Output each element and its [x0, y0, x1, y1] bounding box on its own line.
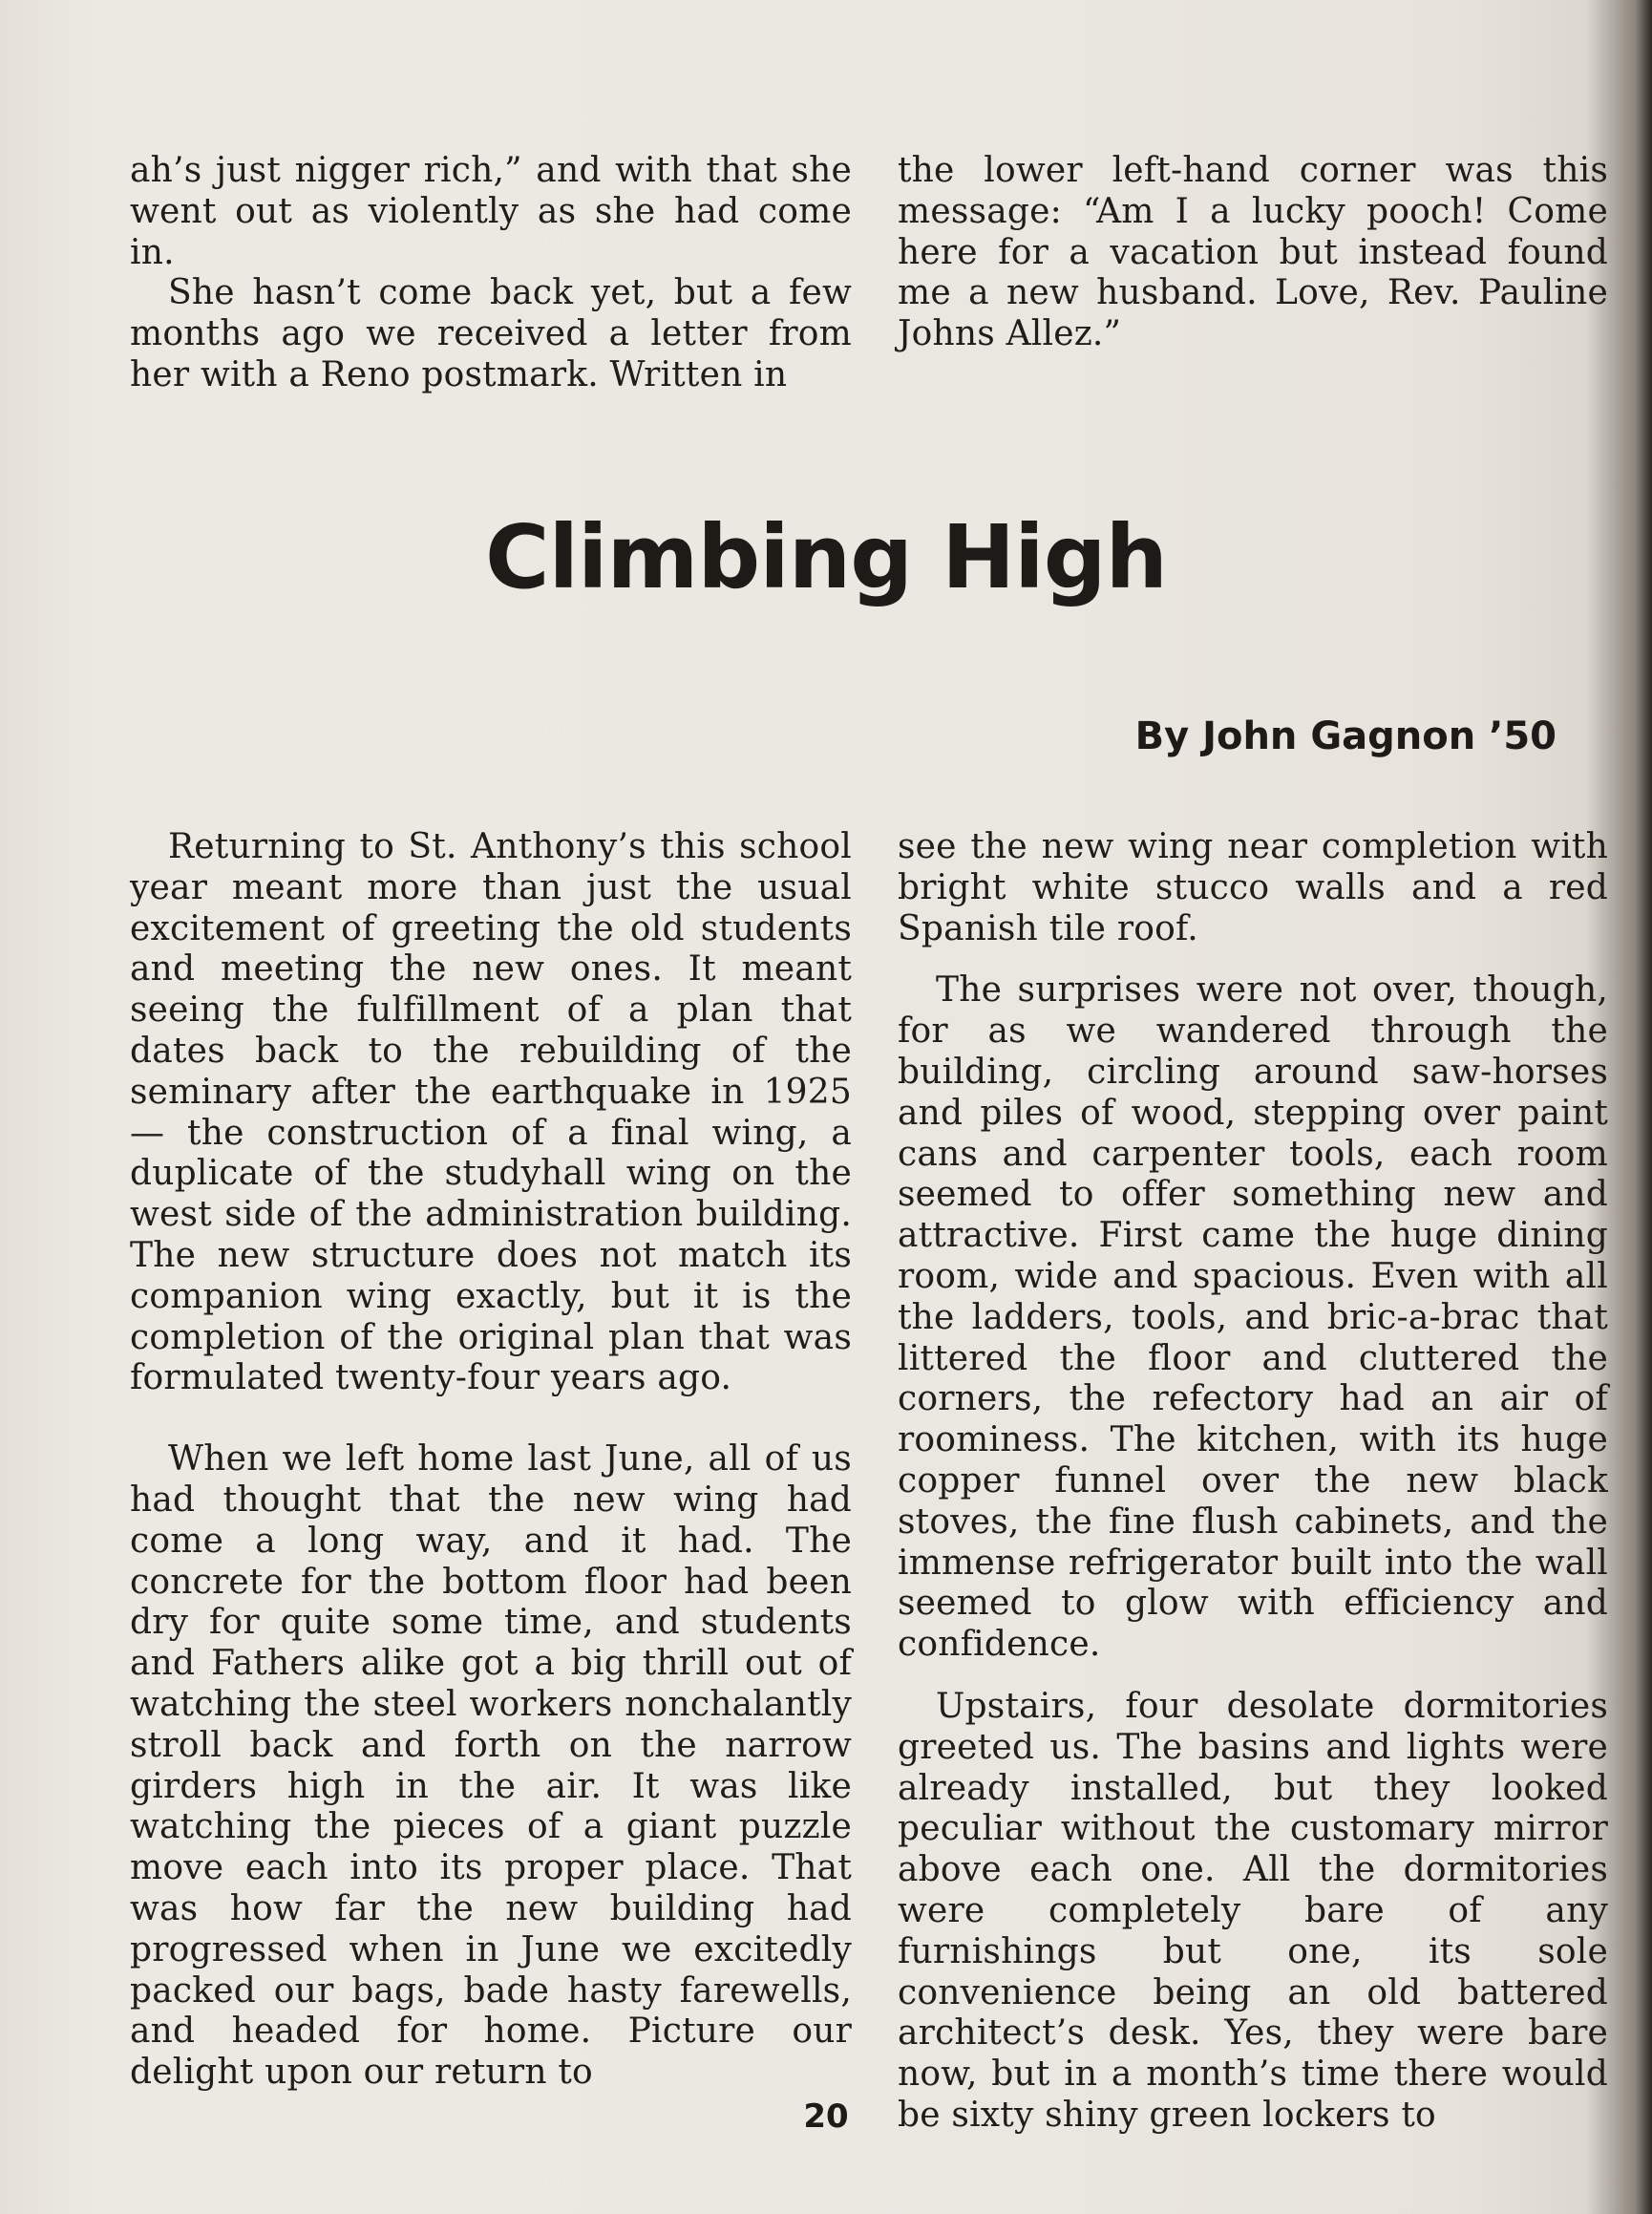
article-paragraph: Returning to St. Anthony’s this school year meant more than just the usual excitement of greeting the old students and meeting the new ones. It meant seeing the fulfillment of a plan that dates back to the rebuilding of the seminary after the earthquake in 1925 — the construction of a final wing, a duplicate of the studyhall wing on the west side of the administration building. The new structure does not match its companion wing exactly, but it is the completion of the original plan that was formulated twenty-four years ago.	[130, 827, 852, 1398]
previous-article-right-column	[898, 151, 1608, 355]
article-paragraph: When we left home last June, all of us had thought that the new wing had come a long way, and it had. The concrete for the bottom floor had been dry for quite some time, and students and Fathers alike got a big thrill out of watching the steel workers nonchalantly stroll back and forth on the narrow girders high in the air. It was like watching the pieces of a giant puzzle move each into its proper place. That was how far the new building had progressed when in June we excitedly packed our bags, bade hasty farewells, and headed for home. Picture our delight upon our return to	[130, 1439, 852, 2093]
article-paragraph: The surprises were not over, though, for as we wandered through the building, circling around saw-horses and piles of wood, stepping over paint cans and carpenter tools, each room seemed to offer something new and attractive. First came the huge dining room, wide and spacious. Even with all the ladders, tools, and bric-a-brac that littered the floor and cluttered the corners, the refectory had an air of roominess. The kitchen, with its huge copper funnel over the new black stoves, the fine flush cabinets, and the immense refrigerator built into the wall seemed to glow with efficiency and confidence.	[898, 970, 1608, 1665]
article-paragraph: Upstairs, four desolate dormitories greeted us. The basins and lights were already installed, but they looked peculiar without the customary mirror above each one. All the dormitories were completely bare of any furnishings but one, its sole convenience being an old battered architect’s desk. Yes, they were bare now, but in a month’s time there would be sixty shiny green lockers to	[898, 1686, 1608, 2135]
article-byline: By John Gagnon ’50	[1134, 714, 1557, 758]
article-right-column	[898, 827, 1608, 2137]
article-left-column	[130, 827, 852, 2094]
previous-article-left-column	[130, 151, 852, 396]
article-title: Climbing High	[484, 506, 1168, 608]
previous-article-paragraph: She hasn’t come back yet, but a few months ago we received a letter from her with a Reno postmark. Written in	[130, 273, 852, 394]
article-paragraph: see the new wing near completion with bright white stucco walls and a red Spanish tile roof.	[898, 827, 1608, 948]
previous-article-paragraph: ah’s just nigger rich,” and with that she went out as violently as she had come in.	[130, 151, 852, 272]
previous-article-paragraph: the lower left-hand corner was this message: “Am I a lucky pooch! Come here for a vacation but instead found me a new husband. Love, Rev. Pauline Johns Allez.”	[898, 151, 1608, 354]
page-number: 20	[803, 2097, 849, 2136]
